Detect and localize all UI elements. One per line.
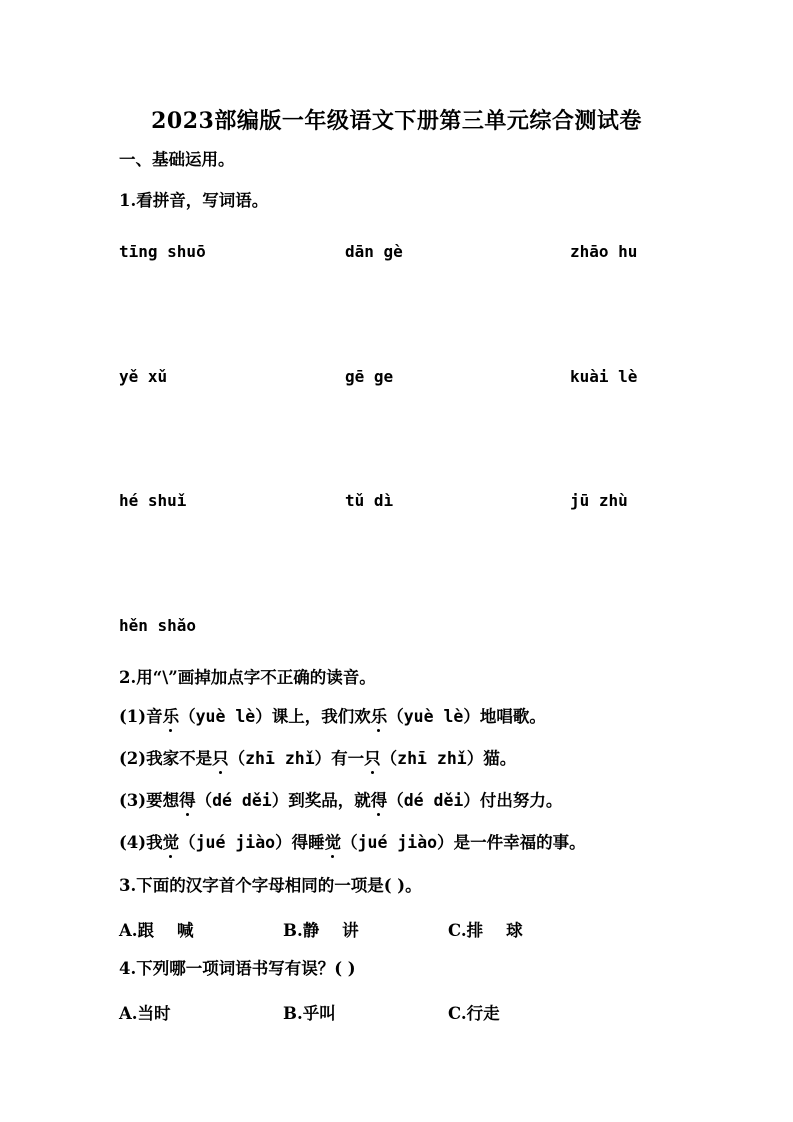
dotted-character: 觉: [162, 833, 180, 852]
option-b: B.静 讲: [283, 921, 359, 940]
reading-options: （zhī zhǐ）: [228, 749, 332, 768]
reading-options: （jué jiào）: [179, 833, 292, 852]
dotted-character: 得: [179, 791, 196, 810]
question-4-options: [119, 1000, 679, 1022]
pinyin-item: jū zhù: [570, 491, 628, 510]
item-text: (2)我家不是: [119, 749, 213, 768]
page-title: 2023部编版一年级语文下册第三单元综合测试卷: [151, 108, 642, 134]
pinyin-item: tīng shuō: [119, 242, 206, 261]
question-3-options: [119, 917, 679, 939]
reading-options: （yuè lè）: [179, 707, 272, 726]
option-c: C.排 球: [448, 921, 523, 940]
item-text: 地唱歌。: [479, 707, 546, 726]
reading-item: [119, 706, 546, 728]
pinyin-row: [119, 242, 679, 264]
item-text: 到奖品，就: [288, 791, 371, 810]
reading-options: （yuè lè）: [387, 707, 480, 726]
reading-item: [119, 790, 562, 812]
question-4-prompt: 4.下列哪一项词语书写有误？( ): [119, 959, 356, 978]
item-text: 得睡: [291, 833, 325, 852]
pinyin-item: tǔ dì: [345, 491, 394, 510]
item-text: 有一: [331, 749, 365, 768]
reading-item: [119, 748, 516, 770]
dotted-character: 乐: [162, 707, 180, 726]
pinyin-row: [119, 491, 679, 513]
item-text: 猫。: [483, 749, 517, 768]
question-2-prompt: 2.用“\”画掉加点字不正确的读音。: [119, 668, 376, 687]
item-text: 付出努力。: [479, 791, 563, 810]
reading-item: [119, 832, 586, 854]
reading-options: （jué jiào）: [341, 833, 454, 852]
option-b: B.乎叫: [283, 1004, 336, 1023]
reading-options: （dé děi）: [195, 791, 289, 810]
item-text: (1)音: [119, 707, 163, 726]
pinyin-row: [119, 367, 679, 389]
dotted-character: 只: [364, 749, 381, 768]
reading-options: （zhī zhǐ）: [380, 749, 484, 768]
pinyin-item: hěn shǎo: [119, 616, 197, 635]
pinyin-item: kuài lè: [570, 367, 638, 386]
item-text: 是一件幸福的事。: [453, 833, 586, 852]
pinyin-item: gē ge: [345, 367, 394, 386]
dotted-character: 只: [212, 749, 229, 768]
pinyin-item: dān gè: [345, 242, 403, 261]
item-text: (3)要想: [119, 791, 180, 810]
reading-options: （dé děi）: [387, 791, 480, 810]
section-heading: 一、基础运用。: [119, 150, 235, 169]
pinyin-item: yě xǔ: [119, 367, 168, 386]
pinyin-item: zhāo hu: [570, 242, 638, 261]
question-3-prompt: 3.下面的汉字首个字母相同的一项是( )。: [119, 876, 422, 895]
option-a: A.跟 喊: [119, 921, 194, 940]
item-text: (4)我: [119, 833, 163, 852]
item-text: 课上，我们欢: [271, 707, 371, 726]
pinyin-row: [119, 616, 679, 638]
dotted-character: 乐: [370, 707, 388, 726]
dotted-character: 得: [370, 791, 388, 810]
option-c: C.行走: [448, 1004, 500, 1023]
question-1-prompt: 1.看拼音，写词语。: [119, 191, 269, 210]
option-a: A.当时: [119, 1004, 171, 1023]
dotted-character: 觉: [324, 833, 342, 852]
pinyin-item: hé shuǐ: [119, 491, 187, 510]
